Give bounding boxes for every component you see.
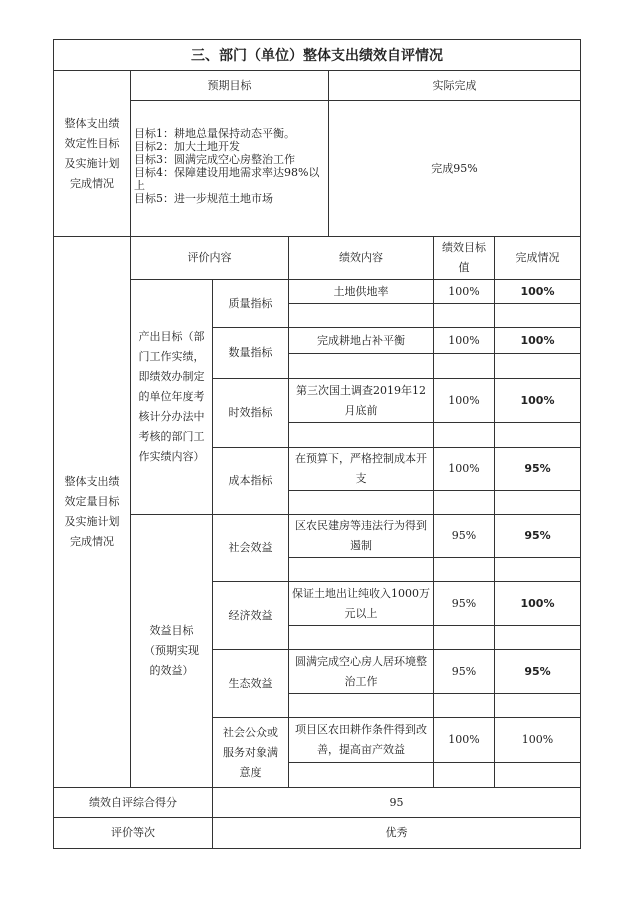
- target-value-cell: 100%: [433, 447, 495, 491]
- goal-item: 目标5：进一步规范土地市场: [134, 192, 273, 205]
- target-value-cell: 95%: [433, 514, 495, 558]
- completion-cell: 100%: [494, 327, 581, 354]
- blank-cell: [433, 693, 495, 718]
- blank-cell: [433, 557, 495, 582]
- perf-content-cell: 区农民建房等违法行为得到遏制: [288, 514, 434, 558]
- perf-content-cell: 土地供地率: [288, 279, 434, 304]
- completion-cell: 100%: [494, 378, 581, 423]
- blank-cell: [494, 557, 581, 582]
- perf-content-cell: 在预算下，严格控制成本开支: [288, 447, 434, 491]
- blank-cell: [494, 303, 581, 328]
- blank-cell: [288, 422, 434, 448]
- blank-cell: [288, 490, 434, 515]
- indicator-satisfaction: 社会公众或服务对象满意度: [212, 717, 289, 788]
- indicator-ecological-benefit: 生态效益: [212, 649, 289, 718]
- blank-cell: [494, 762, 581, 788]
- blank-cell: [288, 625, 434, 650]
- actual-completion-value: 完成95%: [328, 100, 581, 237]
- completion-cell: 100%: [494, 717, 581, 763]
- completion-cell: 100%: [494, 581, 581, 626]
- perf-content-header: 绩效内容: [288, 236, 434, 280]
- grade-label: 评价等次: [53, 817, 213, 849]
- target-value-cell: 100%: [433, 279, 495, 304]
- indicator-cost: 成本指标: [212, 447, 289, 515]
- score-value: 95: [212, 787, 581, 818]
- perf-content-cell: 项目区农田耕作条件得到改善，提高亩产效益: [288, 717, 434, 763]
- indicator-economic-benefit: 经济效益: [212, 581, 289, 650]
- perf-content-cell: 保证土地出让纯收入1000万元以上: [288, 581, 434, 626]
- actual-completion-header: 实际完成: [328, 70, 581, 101]
- indicator-social-benefit: 社会效益: [212, 514, 289, 582]
- blank-cell: [288, 762, 434, 788]
- blank-cell: [494, 490, 581, 515]
- blank-cell: [288, 693, 434, 718]
- score-label: 绩效自评综合得分: [53, 787, 213, 818]
- blank-cell: [433, 353, 495, 379]
- target-value-cell: 100%: [433, 378, 495, 423]
- perf-content-cell: 第三次国土调查2019年12月底前: [288, 378, 434, 423]
- grade-value: 优秀: [212, 817, 581, 849]
- completion-header: 完成情况: [494, 236, 581, 280]
- goal-item: 目标4：保障建设用地需求率达98%以上: [134, 166, 320, 192]
- target-value-cell: 95%: [433, 581, 495, 626]
- quantitative-section-label: 整体支出绩效定量目标及实施计划完成情况: [53, 236, 131, 788]
- blank-cell: [494, 353, 581, 379]
- table-title: 三、部门（单位）整体支出绩效自评情况: [53, 39, 581, 71]
- eval-content-header: 评价内容: [130, 236, 289, 280]
- target-value-cell: 100%: [433, 327, 495, 354]
- blank-cell: [433, 490, 495, 515]
- blank-cell: [433, 303, 495, 328]
- blank-cell: [494, 693, 581, 718]
- qualitative-section-label: 整体支出绩效定性目标及实施计划完成情况: [53, 70, 131, 237]
- blank-cell: [433, 422, 495, 448]
- goal-item: 目标3：圆满完成空心房整治工作: [134, 153, 295, 166]
- indicator-quantity: 数量指标: [212, 327, 289, 379]
- blank-cell: [494, 625, 581, 650]
- blank-cell: [433, 625, 495, 650]
- expected-goals-list: [130, 100, 329, 237]
- target-value-cell: 95%: [433, 649, 495, 694]
- benefit-goal-label: 效益目标（预期实现的效益）: [130, 514, 213, 788]
- goal-item: 目标2：加大土地开发: [134, 140, 240, 153]
- goal-item: 目标1：耕地总量保持动态平衡。: [134, 127, 295, 140]
- blank-cell: [494, 422, 581, 448]
- perf-content-cell: 圆满完成空心房人居环境整治工作: [288, 649, 434, 694]
- blank-cell: [433, 762, 495, 788]
- blank-cell: [288, 557, 434, 582]
- target-value-cell: 100%: [433, 717, 495, 763]
- completion-cell: 95%: [494, 514, 581, 558]
- output-goal-label: 产出目标（部门工作实绩，即绩效办制定的单位年度考核计分办法中考核的部门工作实绩内容）: [130, 279, 213, 515]
- indicator-timeliness: 时效指标: [212, 378, 289, 448]
- completion-cell: 95%: [494, 447, 581, 491]
- blank-cell: [288, 303, 434, 328]
- expected-goals-header: 预期目标: [130, 70, 329, 101]
- blank-cell: [288, 353, 434, 379]
- completion-cell: 100%: [494, 279, 581, 304]
- perf-content-cell: 完成耕地占补平衡: [288, 327, 434, 354]
- completion-cell: 95%: [494, 649, 581, 694]
- target-value-header: 绩效目标值: [433, 236, 495, 280]
- indicator-quality: 质量指标: [212, 279, 289, 328]
